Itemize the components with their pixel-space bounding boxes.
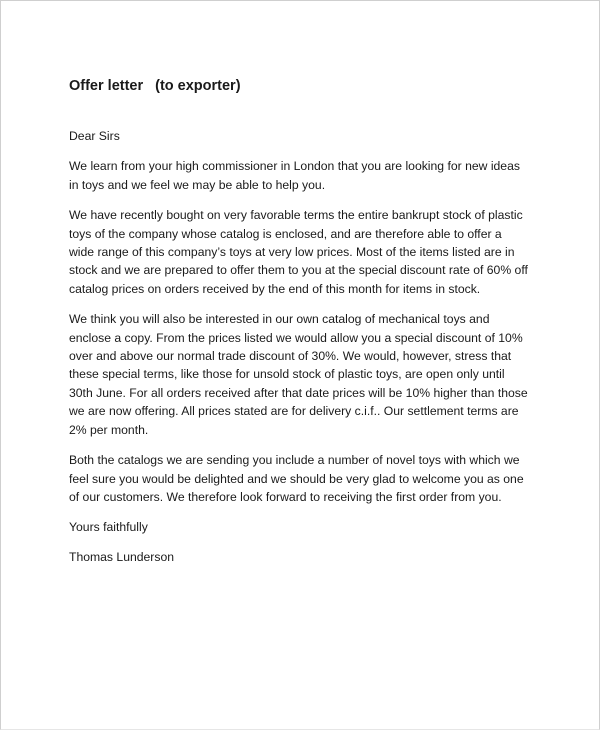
- paragraph-line: catalog prices on orders received by the end of this month for items in stock.: [69, 281, 481, 296]
- paragraph-line: 2% per month.: [69, 422, 149, 437]
- letter-title-main: Offer letter: [69, 78, 144, 94]
- offer-letter: [69, 77, 539, 566]
- paragraph-line: We think you will also be interested in our own catalog of mechanical toys and: [69, 312, 490, 327]
- letter-body: [69, 127, 539, 566]
- paragraph-introduction: [69, 157, 539, 194]
- paragraph-line: 30th June. For all orders received after that date prices will be 10% higher than those: [69, 385, 528, 400]
- paragraph-catalogs-closing: [69, 451, 539, 506]
- paragraph-line: wide range of this company’s toys at very low prices. Most of the items listed are in: [69, 245, 515, 260]
- paragraph-line: We have recently bought on very favorable terms the entire bankrupt stock of plastic: [69, 208, 523, 223]
- signature-name: Thomas Lunderson: [69, 549, 175, 564]
- paragraph-line: toys of the company whose catalog is enclosed, and are therefore able to offer a: [69, 226, 502, 241]
- paragraph-mechanical-toys-terms: [69, 310, 539, 439]
- paragraph-line: of our customers. We therefore look forward to receiving the first order from you.: [69, 489, 502, 504]
- paragraph-line: over and above our normal trade discount of 30%. We would, however, stress that: [69, 349, 512, 364]
- paragraph-line: enclose a copy. From the prices listed we would allow you a special discount of 10%: [69, 330, 523, 345]
- paragraph-line: in toys and we feel we may be able to help you.: [69, 177, 326, 192]
- paragraph-line: we are now offering. All prices stated are for delivery c.i.f.. Our settlement terms are: [69, 404, 519, 419]
- paragraph-line: feel sure you would be delighted and we should be very glad to welcome you as one: [69, 471, 524, 486]
- salutation: Dear Sirs: [69, 129, 120, 143]
- paragraph-line: We learn from your high commissioner in London that you are looking for new ideas: [69, 159, 520, 174]
- paragraph-plastic-toys-offer: [69, 206, 539, 298]
- complimentary-close: Yours faithfully: [69, 520, 148, 535]
- letter-title: [69, 77, 539, 95]
- paragraph-line: Both the catalogs we are sending you include a number of novel toys with which we: [69, 453, 520, 468]
- paragraph-line: stock and we are prepared to offer them to you at the special discount rate of 60% off: [69, 263, 528, 278]
- paragraph-line: these special terms, like those for unsold stock of plastic toys, are open only until: [69, 367, 505, 382]
- letter-title-recipient: (to exporter): [155, 78, 241, 94]
